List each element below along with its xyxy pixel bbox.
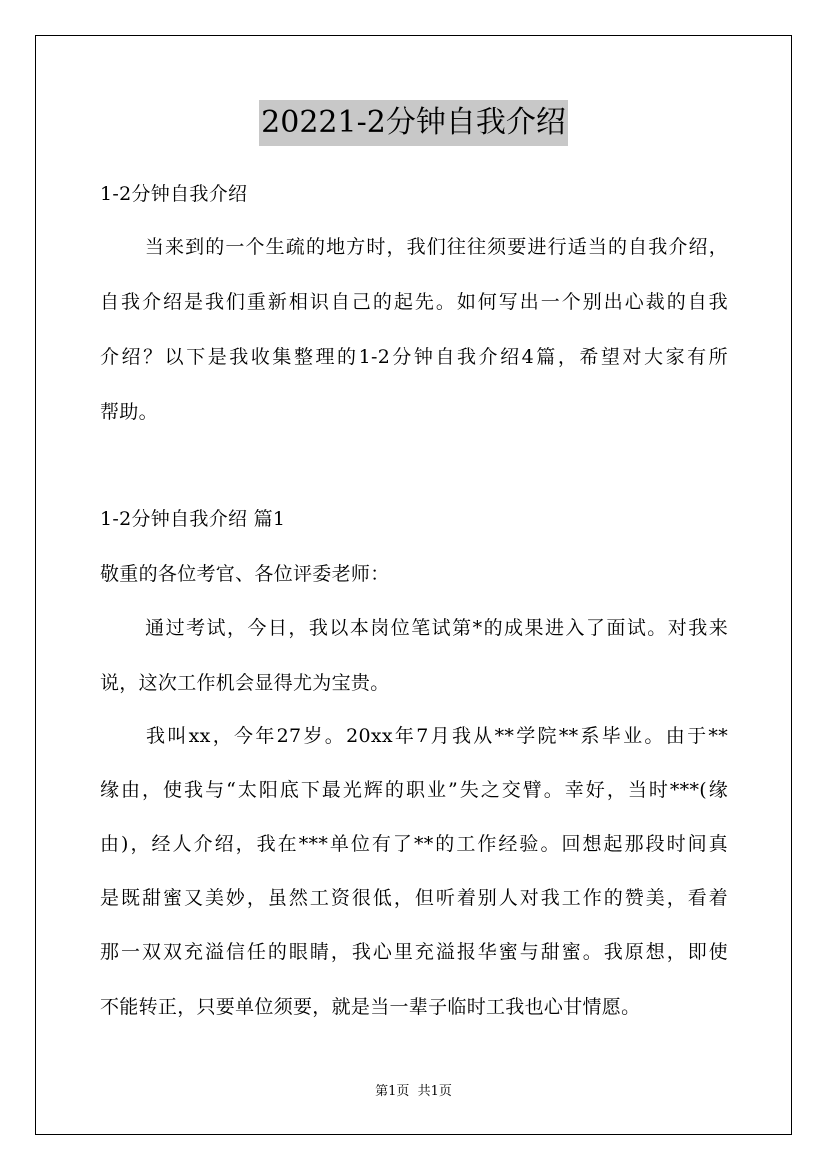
section-heading: 1-2分钟自我介绍 篇1	[100, 508, 286, 530]
paragraph-line: 当来到的一个生疏的地方时，我们往往须要进行适当的自我介绍，	[144, 236, 728, 258]
page-footer: 第1页 共1页	[375, 1084, 452, 1099]
title-wrap	[0, 100, 827, 146]
paragraph-line: 缘由，使我与“太阳底下最光辉的职业”失之交臂。幸好，当时***(缘	[100, 779, 728, 801]
paragraph-line: 帮助。	[100, 401, 158, 423]
salutation: 敬重的各位考官、各位评委老师：	[100, 563, 390, 585]
paragraph-line: 通过考试，今日，我以本岗位笔试第*的成果进入了面试。对我来	[144, 617, 728, 639]
section-heading: 1-2分钟自我介绍	[100, 183, 248, 205]
paragraph-line: 由)，经人介绍，我在***单位有了**的工作经验。回想起那段时间真	[100, 833, 728, 855]
document-title: 20221-2分钟自我介绍	[259, 100, 568, 146]
paragraph-line: 我叫xx，今年27岁。20xx年7月我从**学院**系毕业。由于**	[144, 725, 728, 747]
paragraph-line: 不能转正，只要单位须要，就是当一辈子临时工我也心甘情愿。	[100, 996, 641, 1018]
paragraph-line: 是既甜蜜又美妙，虽然工资很低，但听着别人对我工作的赞美，看着	[100, 887, 728, 909]
paragraph-line: 自我介绍是我们重新相识自己的起先。如何写出一个别出心裁的自我	[100, 291, 728, 313]
paragraph-line: 介绍？以下是我收集整理的1-2分钟自我介绍4篇，希望对大家有所	[100, 346, 728, 368]
paragraph-line: 说，这次工作机会显得尤为宝贵。	[100, 672, 390, 694]
paragraph-line: 那一双双充溢信任的眼睛，我心里充溢报华蜜与甜蜜。我原想，即使	[100, 941, 728, 963]
